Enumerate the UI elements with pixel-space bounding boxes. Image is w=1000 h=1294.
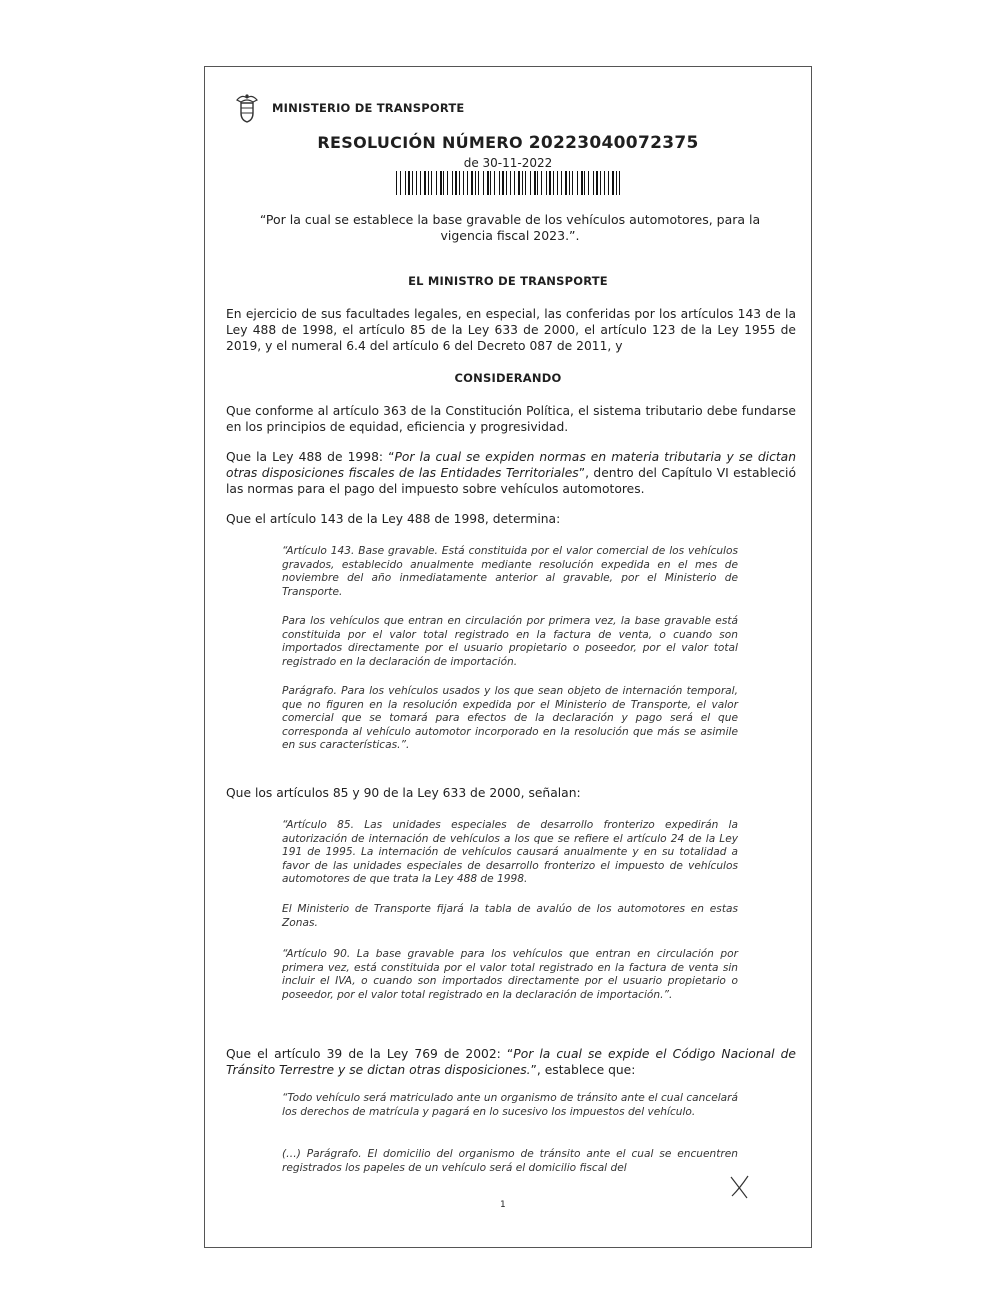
barcode-bar	[436, 171, 437, 195]
considerando-paragraph-5	[226, 1046, 796, 1078]
barcode	[396, 171, 624, 195]
barcode-bar	[463, 171, 464, 195]
barcode-bar	[459, 171, 460, 195]
barcode-bar	[428, 171, 429, 195]
considerando-paragraph-4: Que los artículos 85 y 90 de la Ley 633 de 2000, señalan:	[226, 786, 581, 800]
quote-article-85: “Artículo 85. Las unidades especiales de desarrollo fronterizo expedirán la autorización de internación de vehículos a los que se refiere el artículo 24 de la Ley 191 de 1995. La internación de vehículos causará anualmente y en su totalidad a favor de las unidades especiales de desarrollo fronterizo el impuesto de vehículos automotores de que trata la Ley 488 de 1998.	[282, 819, 738, 886]
barcode-bar	[483, 171, 484, 195]
barcode-bar	[553, 171, 554, 195]
resolution-date: de 30-11-2022	[463, 156, 553, 170]
barcode-bar	[537, 171, 538, 195]
barcode-bar	[608, 171, 609, 195]
barcode-bar	[604, 171, 605, 195]
quote-article-143: “Artículo 143. Base gravable. Está constituida por el valor comercial de los vehículos gravados, establecido anualmente mediante resolución expedida en el mes de noviembre del año inmediatamente anterior al gravable, por el Ministerio de Transporte.	[282, 545, 738, 598]
resolution-subject: “Por la cual se establece la base gravable de los vehículos automotores, para la vigencia fiscal 2023.”.	[259, 212, 761, 243]
barcode-bar	[478, 171, 479, 195]
barcode-bar	[619, 171, 620, 195]
barcode-bar	[569, 171, 570, 195]
quote-article-90: “Artículo 90. La base gravable para los vehículos que entran en circulación por primera vez, está constituida por el valor total registrado en la factura de venta sin incluir el IVA, o cuando son importados directamente por el usuario propietario o poseedor, por el valor total registrado en la declaración de importación.”.	[282, 948, 738, 1001]
barcode-bar	[420, 171, 421, 195]
resolution-title	[204, 133, 812, 153]
barcode-bar	[534, 171, 536, 195]
p2-end: ”, dentro del Capítulo VI estableció las normas para el pago del impuesto sobre vehículos automotores.	[226, 466, 796, 496]
quote-first-circulation: Para los vehículos que entran en circulación por primera vez, la base gravable está constituida por el valor total registrado en la factura de venta, o cuando son importados directamente por el usuario propietario o poseedor, por el valor total registrado en la declaración de importación.	[282, 615, 738, 668]
p5-italic: Por la cual se expide el Código Nacional de Tránsito Terrestre y se dictan otras disposiciones.	[226, 1047, 797, 1077]
barcode-bar	[467, 171, 468, 195]
quote-article-39: “Todo vehículo será matriculado ante un organismo de tránsito ante el cual cancelará los derechos de matrícula y pagará en lo sucesivo los impuestos del vehículo.	[282, 1092, 738, 1118]
barcode-bar	[514, 171, 515, 195]
barcode-bar	[561, 171, 562, 195]
barcode-bar	[452, 171, 453, 195]
barcode-bar	[475, 171, 476, 195]
barcode-bar	[424, 171, 426, 195]
quote-paragrafo-39: (…) Parágrafo. El domicilio del organismo de tránsito ante el cual se encuentren registrados los papeles de un vehículo será el domicilio fiscal del	[282, 1148, 738, 1174]
barcode-bar	[572, 171, 573, 195]
barcode-bar	[431, 171, 432, 195]
barcode-bar	[412, 171, 413, 195]
barcode-bar	[596, 171, 598, 195]
barcode-bar	[584, 171, 585, 195]
p2-italic: Por la cual se expiden normas en materia tributaria y se dictan otras disposiciones fiscales de las Entidades Territoriales	[226, 450, 796, 480]
barcode-bar	[490, 171, 491, 195]
barcode-bar	[494, 171, 495, 195]
coat-of-arms-icon	[234, 92, 260, 124]
barcode-bar	[440, 171, 442, 195]
considerando-paragraph-2	[226, 449, 796, 497]
barcode-bar	[405, 171, 406, 195]
barcode-bar	[522, 171, 523, 195]
p5-start: Que el artículo 39 de la Ley 769 de 2002: “	[226, 1047, 514, 1061]
barcode-bar	[549, 171, 551, 195]
p5-end: ”, establece que:	[530, 1063, 636, 1077]
barcode-bar	[396, 171, 397, 195]
barcode-bar	[581, 171, 583, 195]
authority-heading: EL MINISTRO DE TRANSPORTE	[408, 274, 608, 288]
considerando-paragraph-3: Que el artículo 143 de la Ley 488 de 1998, determina:	[226, 512, 561, 526]
page-number: 1	[500, 1200, 506, 1210]
considerando-heading: CONSIDERANDO	[454, 371, 562, 385]
barcode-bar	[408, 171, 410, 195]
initials-mark	[728, 1174, 750, 1200]
barcode-bar	[499, 171, 500, 195]
barcode-bar	[546, 171, 547, 195]
barcode-bar	[443, 171, 444, 195]
barcode-bar	[400, 171, 401, 195]
barcode-bar	[541, 171, 542, 195]
barcode-bar	[565, 171, 567, 195]
barcode-bar	[471, 171, 473, 195]
barcode-bar	[588, 171, 589, 195]
quote-avaluo-table: El Ministerio de Transporte fijará la tabla de avalúo de los automotores en estas Zonas.	[282, 903, 738, 929]
resolution-number: 20223040072375	[528, 133, 699, 153]
ministry-name: MINISTERIO DE TRANSPORTE	[272, 101, 465, 115]
considerando-paragraph-1: Que conforme al artículo 363 de la Constitución Política, el sistema tributario debe fundarse en los principios de equidad, eficiencia y progresividad.	[226, 404, 796, 434]
barcode-bar	[502, 171, 504, 195]
barcode-bar	[612, 171, 614, 195]
barcode-bar	[525, 171, 526, 195]
authority-text: En ejercicio de sus facultades legales, en especial, las conferidas por los artículos 143 de la Ley 488 de 1998, el artículo 85 de la Ley 633 de 2000, el artículo 123 de la Ley 1955 de 2019, y el numeral 6.4 del artículo 6 del Decreto 087 de 2011, y	[226, 307, 796, 353]
barcode-bar	[557, 171, 558, 195]
barcode-bar	[455, 171, 457, 195]
barcode-bar	[518, 171, 520, 195]
quote-paragrafo-143: Parágrafo. Para los vehículos usados y los que sean objeto de internación temporal, que no figuren en la resolución expedida por el Ministerio de Transporte, el valor comercial que se tomará para efectos de la declaración y pago será el que corresponda al vehículo automotor incorporado en la resolución que más se asimile en sus características.”.	[282, 685, 738, 752]
p2-start: Que la Ley 488 de 1998: “	[226, 450, 395, 464]
resolution-label: RESOLUCIÓN NÚMERO	[317, 133, 523, 152]
barcode-bar	[530, 171, 531, 195]
barcode-bar	[487, 171, 489, 195]
barcode-bar	[510, 171, 511, 195]
barcode-bar	[506, 171, 507, 195]
barcode-bar	[616, 171, 617, 195]
barcode-bar	[600, 171, 601, 195]
barcode-bar	[447, 171, 448, 195]
barcode-bar	[416, 171, 417, 195]
barcode-bar	[593, 171, 594, 195]
barcode-bar	[577, 171, 578, 195]
